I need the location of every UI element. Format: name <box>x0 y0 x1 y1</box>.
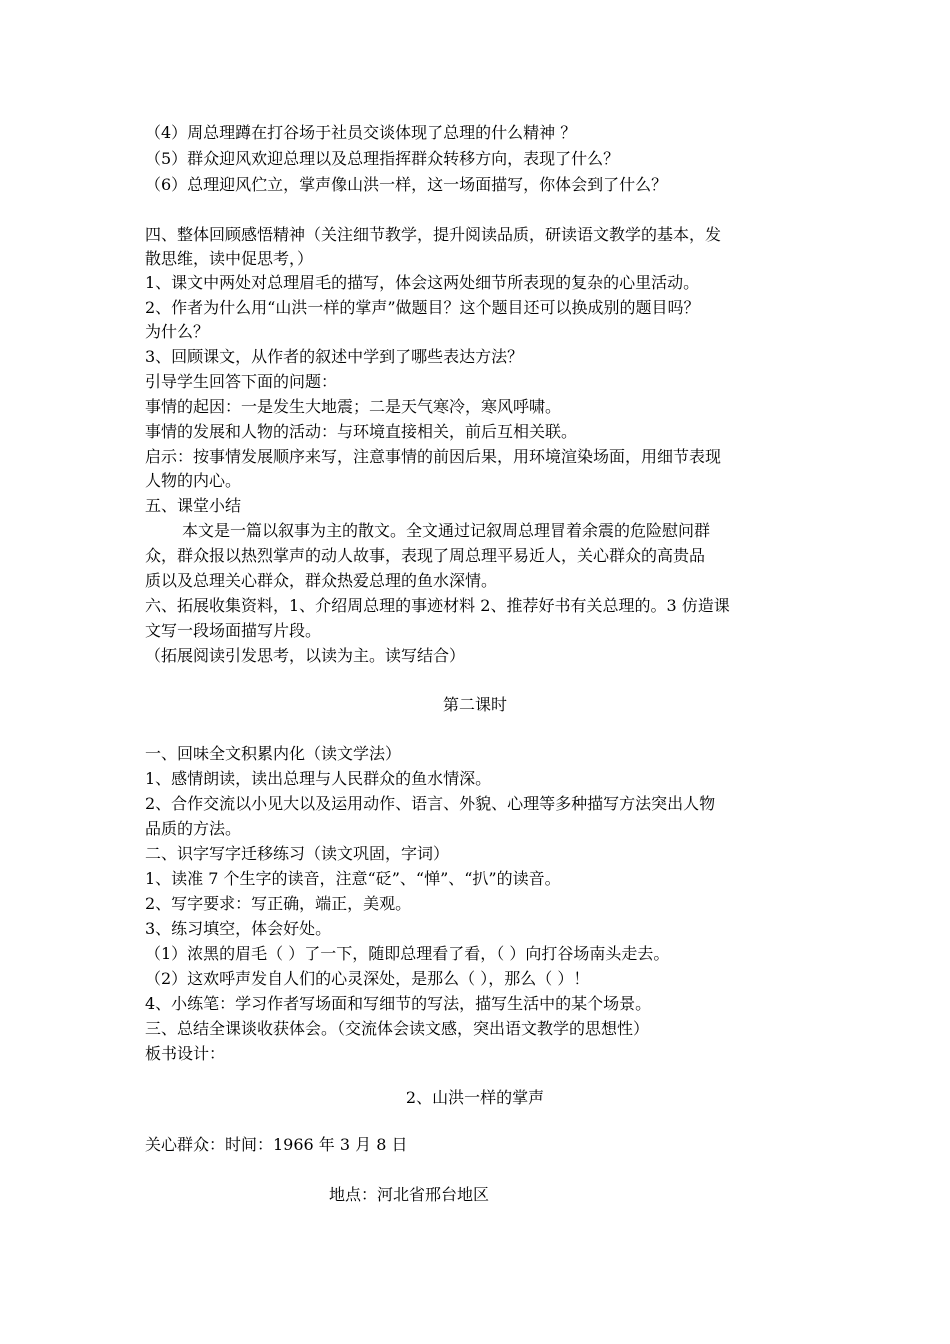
section-4-item-2: 2、作者为什么用“山洪一样的掌声”做题目？这个题目还可以换成别的题目吗？ <box>145 298 700 317</box>
insight-line: 启示：按事情发展顺序来写，注意事情的前因后果，用环境渲染场面，用细节表现 <box>145 447 722 466</box>
cause-line: 事情的起因：一是发生大地震；二是天气寒冷，寒风呼啸。 <box>145 397 562 416</box>
summary-paragraph-line-1: 本文是一篇以叙事为主的散文。全文通过记叙周总理冒着余震的危险慰问群 <box>182 521 711 540</box>
question-4: （4）周总理蹲在打谷场于社员交谈体现了总理的什么精神 ？ <box>145 123 577 142</box>
section-4-item-1: 1、课文中两处对总理眉毛的描写，体会这两处细节所表现的复杂的心里活动。 <box>145 273 700 292</box>
fill-blank-1: （1）浓黑的眉毛（ ）了一下，随即总理看了看，（ ）向打谷场南头走去。 <box>145 944 670 963</box>
second-lesson-title: 第二课时 <box>442 695 507 714</box>
lesson2-section-3-heading: 三、总结全课谈收获体会。（交流体会读文感，突出语文教学的思想性） <box>145 1019 650 1038</box>
lesson2-item-2: 2、合作交流以小见大以及运用动作、语言、外貌、心理等多种描写方法突出人物 <box>145 794 716 813</box>
board-place: 地点：河北省邢台地区 <box>329 1185 490 1204</box>
lesson2-section-1-heading: 一、回味全文积累内化（读文学法） <box>145 744 402 763</box>
lesson2-practice: 4、小练笔：学习作者写场面和写细节的写法，描写生活中的某个场景。 <box>145 994 652 1013</box>
section-4-heading-cont: 散思维，读中促思考，） <box>145 249 314 268</box>
lesson2-writing-req: 2、写字要求：写正确，端正，美观。 <box>145 894 412 913</box>
section-5-heading: 五、课堂小结 <box>145 496 242 515</box>
lesson2-item-1: 1、感情朗读，读出总理与人民群众的鱼水情深。 <box>145 769 492 788</box>
board-design-label: 板书设计： <box>145 1044 226 1063</box>
fill-blank-2: （2）这欢呼声发自人们的心灵深处，是那么（ ），那么（ ）！ <box>145 969 590 988</box>
question-5: （5）群众迎风欢迎总理以及总理指挥群众转移方向，表现了什么？ <box>145 149 620 168</box>
summary-paragraph-line-2: 众，群众报以热烈掌声的动人故事，表现了周总理平易近人，关心群众的高贵品 <box>145 546 706 565</box>
summary-paragraph-line-3: 质以及总理关心群众，群众热爱总理的鱼水深情。 <box>145 571 498 590</box>
section-4-item-3: 3、回顾课文，从作者的叙述中学到了哪些表达方法？ <box>145 347 524 366</box>
lesson2-section-2-heading: 二、识字写字迁移练习（读文巩固，字词） <box>145 844 450 863</box>
guide-questions: 引导学生回答下面的问题： <box>145 372 338 391</box>
section-6-heading: 六、拓展收集资料，1、介绍周总理的事迹材料 2、推荐好书有关总理的。3 仿造课 <box>145 596 730 615</box>
insight-line-cont: 人物的内心。 <box>145 471 242 490</box>
board-title: 2、山洪一样的掌声 <box>405 1088 545 1107</box>
lesson2-item-2-cont: 品质的方法。 <box>145 819 242 838</box>
development-line: 事情的发展和人物的活动：与环境直接相关，前后互相关联。 <box>145 422 578 441</box>
section-6-cont: 文写一段场面描写片段。 <box>145 621 322 640</box>
board-time: 关心群众：时间：1966 年 3 月 8 日 <box>145 1135 408 1154</box>
lesson2-fill-blanks: 3、练习填空，体会好处。 <box>145 919 332 938</box>
question-6: （6）总理迎风伫立，掌声像山洪一样，这一场面描写，你体会到了什么？ <box>145 175 668 194</box>
lesson2-pronunciation: 1、读准 7 个生字的读音，注意“砭”、“惮”、“扒”的读音。 <box>145 869 561 888</box>
section-4-item-2-cont: 为什么？ <box>145 322 210 341</box>
section-4-heading: 四、整体回顾感悟精神（关注细节教学，提升阅读品质，研读语文教学的基本，发 <box>145 225 722 244</box>
section-6-note: （拓展阅读引发思考，以读为主。读写结合） <box>145 646 466 665</box>
